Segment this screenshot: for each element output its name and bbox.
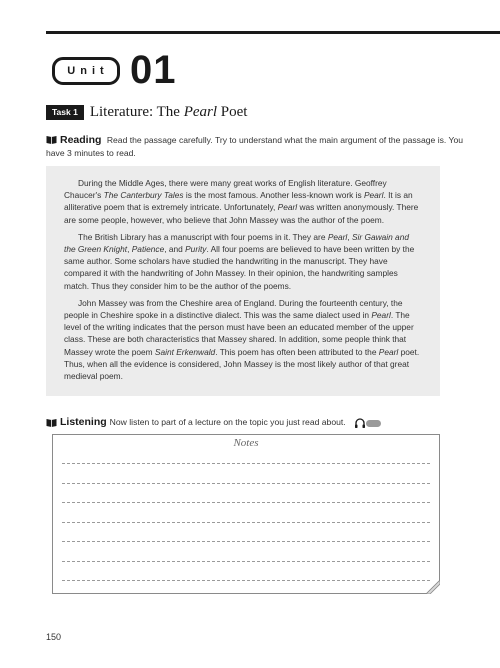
- book-icon: [46, 135, 57, 144]
- task-badge: Task 1: [46, 105, 84, 120]
- unit-label-box: [52, 57, 120, 85]
- reading-label: Reading: [60, 134, 102, 146]
- reading-instruction: [46, 134, 466, 160]
- note-line: [62, 580, 430, 581]
- book-icon: [46, 418, 57, 427]
- note-line: [62, 463, 430, 464]
- task-title: [90, 104, 248, 121]
- task-header: [46, 104, 247, 120]
- passage-paragraph-1: During the Middle Ages, there were many great works of English literature. Geoffrey Chaucer's The Canterbury Tales is the most famous. Another less-known work is Pearl. It is an alliterative poem that is extremely intricate. Unfortunately, Pearl was written anonymously. There are some people, however, who believe that John Massey was the author of the poem.: [64, 178, 419, 225]
- note-line: [62, 483, 430, 484]
- listening-instruction: [46, 416, 466, 429]
- notes-box[interactable]: [52, 434, 440, 594]
- listening-label: Listening: [60, 416, 107, 428]
- page-number: 150: [46, 632, 62, 642]
- note-line: [62, 502, 430, 503]
- unit-number: 01: [130, 48, 177, 92]
- notes-title: Notes: [233, 437, 259, 449]
- passage-paragraph-3: John Massey was from the Cheshire area of England. During the fourteenth century, the people in Cheshire spoke in a distinctive dialect. This was the same dialect used in Pearl. The level of the writing indicates that the person must have been an educated member of the upper class. These are both characteristics that Massey shared. In addition, some people think that Massey wrote the poem Saint Erkenwald. This poem has often been attributed to the Pearl poet. Thus, when all the evidence is considered, John Massey is the most likely author of that great medieval poem.: [64, 297, 420, 382]
- unit-label: Unit: [67, 65, 109, 77]
- task-title-prefix: Literature: The: [89, 103, 184, 120]
- page-fold-corner: [426, 580, 440, 594]
- listening-text: Now listen to part of a lecture on the topic you just read about.: [109, 417, 346, 427]
- reading-passage: [46, 166, 440, 396]
- note-line: [62, 541, 430, 542]
- headphones-icon[interactable]: [354, 417, 382, 429]
- note-line: [62, 561, 430, 562]
- task-title-suffix: Poet: [217, 103, 248, 120]
- reading-text: Read the passage carefully. Try to understand what the main argument of the passage is. You have 3 minutes to read.: [46, 135, 464, 158]
- note-line: [62, 522, 430, 523]
- top-rule: [46, 31, 500, 34]
- passage-paragraph-2: The British Library has a manuscript with four poems in it. They are Pearl, Sir Gawain and the Green Knight, Patience, and Purity. All four poems are believed to have been written by the same author. Some scholars have studied the handwriting in the manuscript. They have compared it with the handwriting of John Massey. In their opinion, the handwriting samples match. Thus they consider him to be the author of the poems.: [64, 231, 415, 291]
- task-title-italic: Pearl: [183, 103, 218, 120]
